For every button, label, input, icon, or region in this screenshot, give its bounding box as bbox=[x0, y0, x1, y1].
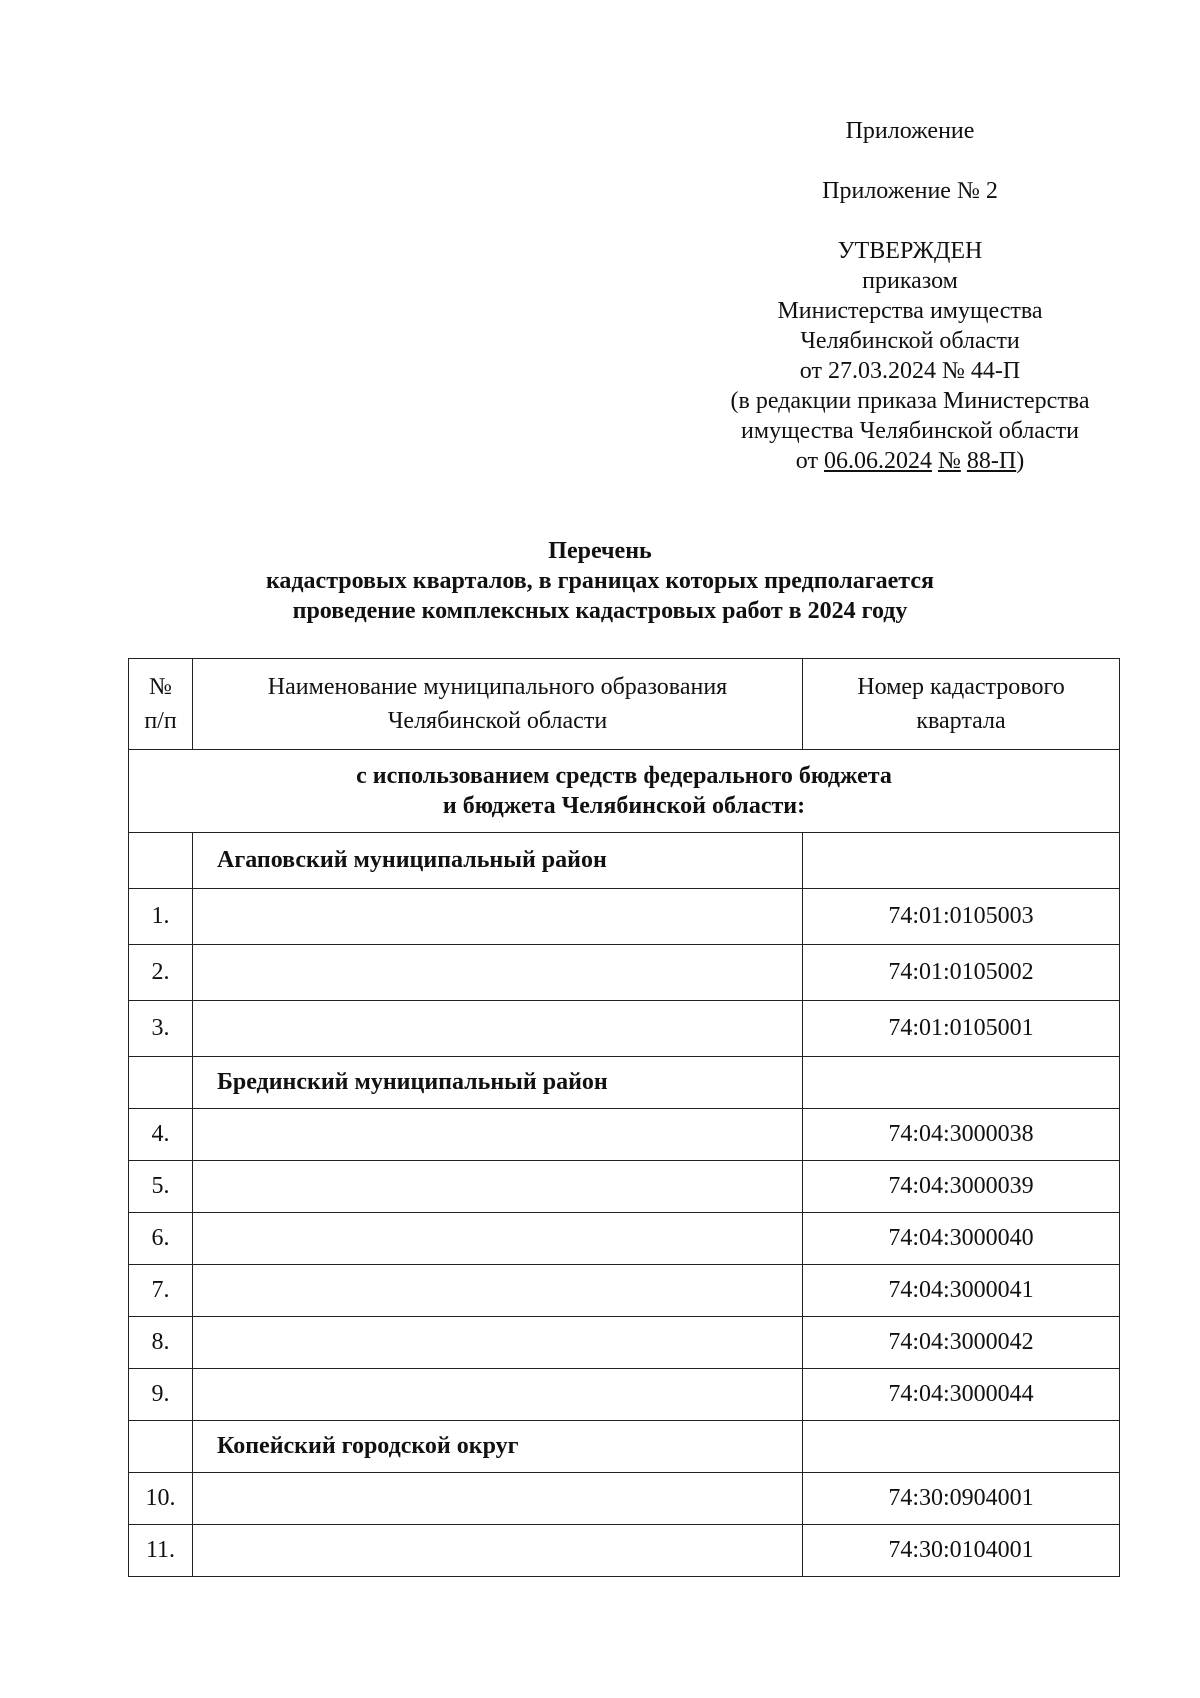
appendix-number: Приложение № 2 bbox=[822, 178, 998, 204]
header-num-line-2: п/п bbox=[144, 708, 177, 734]
district-num-cell bbox=[129, 833, 193, 889]
amendment-from: от bbox=[795, 448, 818, 474]
table-row bbox=[129, 1161, 1120, 1213]
row-cadastral-code: 74:04:3000042 bbox=[803, 1317, 1120, 1369]
amendment-line-3 bbox=[680, 446, 1140, 476]
row-cadastral-code: 74:30:0104001 bbox=[803, 1525, 1120, 1577]
row-name-cell bbox=[193, 1317, 803, 1369]
table-row bbox=[129, 1213, 1120, 1265]
row-cadastral-code: 74:04:3000039 bbox=[803, 1161, 1120, 1213]
row-name-cell bbox=[193, 1369, 803, 1421]
header-num-cell bbox=[129, 659, 193, 750]
table-row bbox=[129, 1001, 1120, 1057]
amendment-line-2: имущества Челябинской области bbox=[741, 418, 1079, 444]
row-cadastral-code: 74:30:0904001 bbox=[803, 1473, 1120, 1525]
district-num-cell bbox=[129, 1057, 193, 1109]
order-reference: от 27.03.2024 № 44-П bbox=[799, 358, 1021, 384]
row-cadastral-code: 74:04:3000040 bbox=[803, 1213, 1120, 1265]
district-name: Брединский муниципальный район bbox=[193, 1057, 803, 1109]
document-title bbox=[0, 536, 1200, 626]
row-name-cell bbox=[193, 945, 803, 1001]
appendix-number-block bbox=[680, 176, 1140, 206]
row-number: 9. bbox=[129, 1369, 193, 1421]
row-name-cell bbox=[193, 1213, 803, 1265]
row-cadastral-code: 74:01:0105002 bbox=[803, 945, 1120, 1001]
table-row bbox=[129, 889, 1120, 945]
title-line-3: проведение комплексных кадастровых работ в 2024 году bbox=[292, 598, 908, 624]
header-name-line-1: Наименование муниципального образования bbox=[267, 674, 728, 700]
row-name-cell bbox=[193, 1109, 803, 1161]
by-order-label: приказом bbox=[862, 268, 958, 294]
row-cadastral-code: 74:01:0105001 bbox=[803, 1001, 1120, 1057]
table-row bbox=[129, 1369, 1120, 1421]
table-row bbox=[129, 1473, 1120, 1525]
appendix-label-block bbox=[680, 116, 1140, 146]
row-number: 5. bbox=[129, 1161, 193, 1213]
row-cadastral-code: 74:04:3000041 bbox=[803, 1265, 1120, 1317]
district-name: Агаповский муниципальный район bbox=[193, 833, 803, 889]
row-name-cell bbox=[193, 1001, 803, 1057]
district-code-cell bbox=[803, 1057, 1120, 1109]
district-code-cell bbox=[803, 833, 1120, 889]
row-number: 3. bbox=[129, 1001, 193, 1057]
row-name-cell bbox=[193, 1161, 803, 1213]
header-code-line-2: квартала bbox=[916, 708, 1006, 734]
amendment-line-1: (в редакции приказа Министерства bbox=[730, 388, 1090, 414]
row-name-cell bbox=[193, 1473, 803, 1525]
row-number: 7. bbox=[129, 1265, 193, 1317]
title-line-1: Перечень bbox=[548, 538, 652, 564]
header-code-line-1: Номер кадастрового bbox=[857, 674, 1065, 700]
district-code-cell bbox=[803, 1421, 1120, 1473]
row-number: 11. bbox=[129, 1525, 193, 1577]
amendment-number-sign[interactable]: № bbox=[937, 448, 961, 474]
row-number: 2. bbox=[129, 945, 193, 1001]
approved-label: УТВЕРЖДЕН bbox=[837, 238, 983, 264]
row-cadastral-code: 74:01:0105003 bbox=[803, 889, 1120, 945]
header-code-cell bbox=[803, 659, 1120, 750]
row-name-cell bbox=[193, 1265, 803, 1317]
cadastral-quarters-table bbox=[128, 658, 1120, 1577]
table-row bbox=[129, 1265, 1120, 1317]
row-name-cell bbox=[193, 1525, 803, 1577]
amendment-close: ) bbox=[1016, 448, 1025, 474]
district-name: Копейский городской округ bbox=[193, 1421, 803, 1473]
row-number: 10. bbox=[129, 1473, 193, 1525]
district-num-cell bbox=[129, 1421, 193, 1473]
table-row bbox=[129, 1525, 1120, 1577]
table-row bbox=[129, 1109, 1120, 1161]
row-number: 1. bbox=[129, 889, 193, 945]
row-cadastral-code: 74:04:3000038 bbox=[803, 1109, 1120, 1161]
funding-section-line-1: с использованием средств федерального бюджета bbox=[356, 763, 892, 789]
funding-section-row bbox=[129, 750, 1120, 833]
region-label: Челябинской области bbox=[800, 328, 1020, 354]
amendment-date-link[interactable]: 06.06.2024 bbox=[823, 448, 932, 474]
ministry-label: Министерства имущества bbox=[777, 298, 1043, 324]
appendix-label: Приложение bbox=[845, 118, 975, 144]
table-header-row bbox=[129, 659, 1120, 750]
table-row bbox=[129, 945, 1120, 1001]
header-name-cell bbox=[193, 659, 803, 750]
header-name-line-2: Челябинской области bbox=[387, 708, 608, 734]
row-name-cell bbox=[193, 889, 803, 945]
funding-section-cell bbox=[129, 750, 1120, 833]
row-number: 8. bbox=[129, 1317, 193, 1369]
row-number: 6. bbox=[129, 1213, 193, 1265]
funding-section-line-2: и бюджета Челябинской области: bbox=[442, 793, 806, 819]
row-cadastral-code: 74:04:3000044 bbox=[803, 1369, 1120, 1421]
district-row bbox=[129, 1421, 1120, 1473]
district-row bbox=[129, 833, 1120, 889]
title-line-2: кадастровых кварталов, в границах которых предполагается bbox=[265, 568, 935, 594]
row-number: 4. bbox=[129, 1109, 193, 1161]
amendment-number-link[interactable]: 88-П bbox=[966, 448, 1017, 474]
approval-block bbox=[680, 236, 1140, 476]
table-row bbox=[129, 1317, 1120, 1369]
district-row bbox=[129, 1057, 1120, 1109]
header-num-line-1: № bbox=[149, 674, 172, 700]
